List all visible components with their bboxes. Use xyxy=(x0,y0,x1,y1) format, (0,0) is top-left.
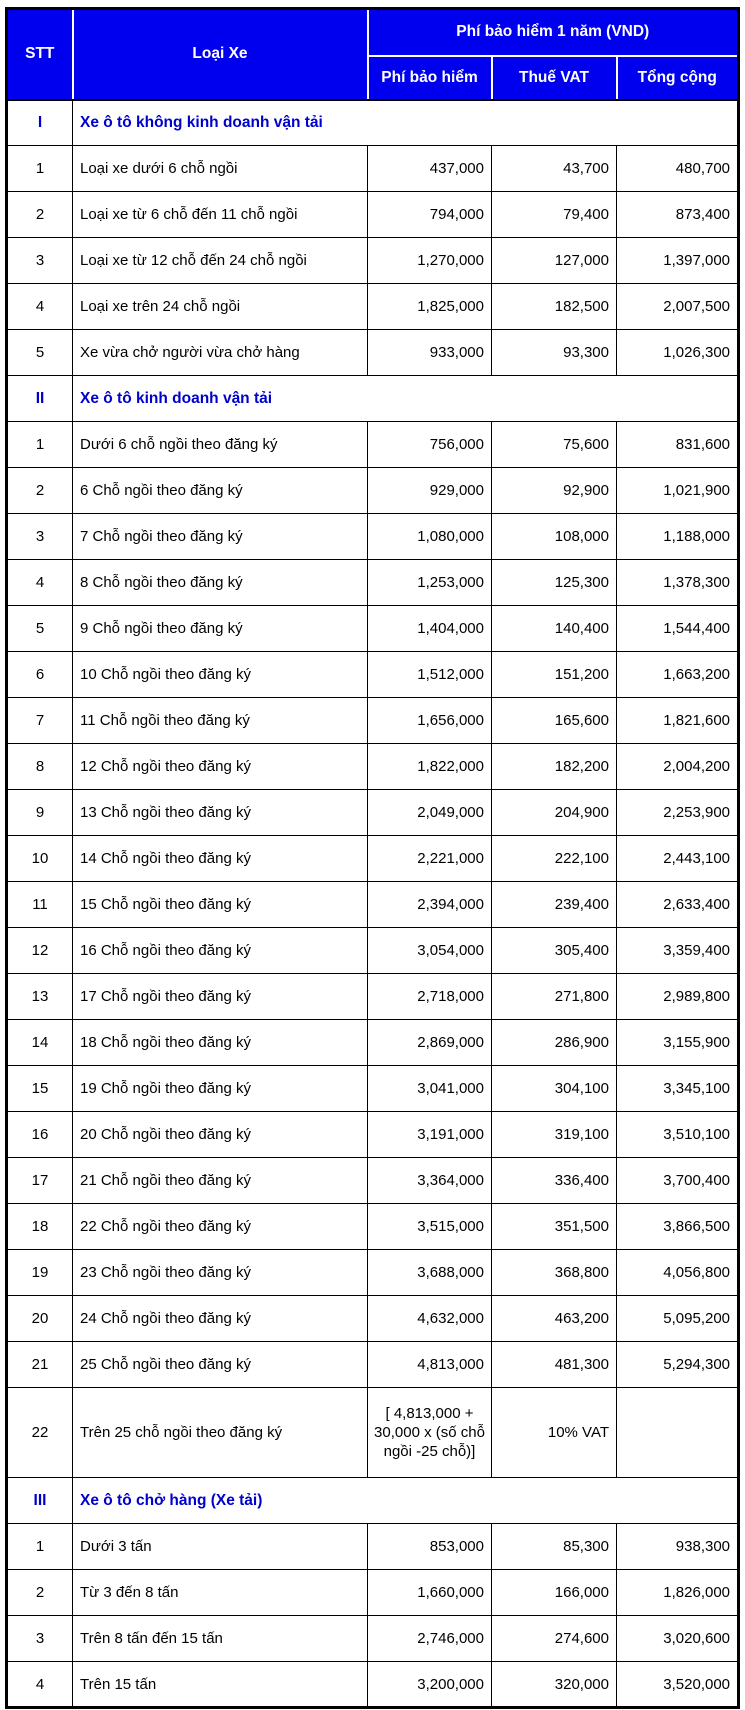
total-cell: 4,056,800 xyxy=(617,1250,739,1296)
row-stt: 13 xyxy=(7,974,73,1020)
premium-cell: 1,270,000 xyxy=(368,238,492,284)
col-header-loai-xe: Loại Xe xyxy=(73,9,368,100)
vat-cell: 125,300 xyxy=(492,560,617,606)
table-row xyxy=(7,1020,739,1066)
vat-cell: 304,100 xyxy=(492,1066,617,1112)
row-stt: 5 xyxy=(7,330,73,376)
section-stt: III xyxy=(7,1478,73,1524)
vehicle-type-cell: 15 Chỗ ngồi theo đăng ký xyxy=(73,882,368,928)
total-cell xyxy=(617,1388,739,1478)
premium-cell: 1,822,000 xyxy=(368,744,492,790)
vat-cell: 239,400 xyxy=(492,882,617,928)
section-stt: II xyxy=(7,376,73,422)
section-title: Xe ô tô chở hàng (Xe tải) xyxy=(73,1478,739,1524)
vat-cell: 182,200 xyxy=(492,744,617,790)
vehicle-type-cell: Loại xe từ 6 chỗ đến 11 chỗ ngồi xyxy=(73,192,368,238)
row-stt: 4 xyxy=(7,560,73,606)
vehicle-type-cell: 6 Chỗ ngồi theo đăng ký xyxy=(73,468,368,514)
premium-cell: 3,054,000 xyxy=(368,928,492,974)
table-row xyxy=(7,238,739,284)
premium-cell: 794,000 xyxy=(368,192,492,238)
total-cell: 1,397,000 xyxy=(617,238,739,284)
total-cell: 873,400 xyxy=(617,192,739,238)
table-row xyxy=(7,1662,739,1708)
table-row xyxy=(7,1066,739,1112)
vehicle-type-cell: 19 Chỗ ngồi theo đăng ký xyxy=(73,1066,368,1112)
col-header-group-phi-1-nam: Phí bảo hiểm 1 năm (VND) xyxy=(368,9,739,56)
total-cell: 1,021,900 xyxy=(617,468,739,514)
vat-cell: 75,600 xyxy=(492,422,617,468)
row-stt: 12 xyxy=(7,928,73,974)
total-cell: 1,821,600 xyxy=(617,698,739,744)
total-cell: 480,700 xyxy=(617,146,739,192)
premium-cell: 3,688,000 xyxy=(368,1250,492,1296)
total-cell: 2,007,500 xyxy=(617,284,739,330)
vat-cell: 222,100 xyxy=(492,836,617,882)
premium-cell: 2,221,000 xyxy=(368,836,492,882)
row-stt: 2 xyxy=(7,192,73,238)
total-cell: 3,510,100 xyxy=(617,1112,739,1158)
vat-cell: 204,900 xyxy=(492,790,617,836)
premium-cell: 3,364,000 xyxy=(368,1158,492,1204)
total-cell: 2,253,900 xyxy=(617,790,739,836)
col-header-stt: STT xyxy=(7,9,73,100)
table-row xyxy=(7,1158,739,1204)
vehicle-type-cell: 12 Chỗ ngồi theo đăng ký xyxy=(73,744,368,790)
vehicle-type-cell: 18 Chỗ ngồi theo đăng ký xyxy=(73,1020,368,1066)
table-row xyxy=(7,882,739,928)
vehicle-type-cell: Từ 3 đến 8 tấn xyxy=(73,1570,368,1616)
table-row xyxy=(7,192,739,238)
row-stt: 4 xyxy=(7,284,73,330)
vat-cell: 368,800 xyxy=(492,1250,617,1296)
vehicle-type-cell: 8 Chỗ ngồi theo đăng ký xyxy=(73,560,368,606)
vehicle-type-cell: 21 Chỗ ngồi theo đăng ký xyxy=(73,1158,368,1204)
vat-cell: 108,000 xyxy=(492,514,617,560)
vat-cell: 127,000 xyxy=(492,238,617,284)
premium-cell: 437,000 xyxy=(368,146,492,192)
premium-cell: 2,394,000 xyxy=(368,882,492,928)
row-stt: 14 xyxy=(7,1020,73,1066)
total-cell: 1,544,400 xyxy=(617,606,739,652)
total-cell: 3,520,000 xyxy=(617,1662,739,1708)
total-cell: 2,633,400 xyxy=(617,882,739,928)
section-row xyxy=(7,1478,739,1524)
total-cell: 1,188,000 xyxy=(617,514,739,560)
vat-cell: 336,400 xyxy=(492,1158,617,1204)
premium-cell: 1,656,000 xyxy=(368,698,492,744)
table-header xyxy=(7,9,739,100)
row-stt: 21 xyxy=(7,1342,73,1388)
premium-cell: 1,825,000 xyxy=(368,284,492,330)
table-row xyxy=(7,1570,739,1616)
vat-cell: 271,800 xyxy=(492,974,617,1020)
vat-cell: 93,300 xyxy=(492,330,617,376)
total-cell: 3,700,400 xyxy=(617,1158,739,1204)
table-row xyxy=(7,790,739,836)
total-cell: 1,826,000 xyxy=(617,1570,739,1616)
row-stt: 15 xyxy=(7,1066,73,1112)
row-stt: 1 xyxy=(7,1524,73,1570)
vat-cell: 79,400 xyxy=(492,192,617,238)
premium-cell: 933,000 xyxy=(368,330,492,376)
vat-cell: 165,600 xyxy=(492,698,617,744)
vat-cell: 481,300 xyxy=(492,1342,617,1388)
total-cell: 2,989,800 xyxy=(617,974,739,1020)
table-row xyxy=(7,1250,739,1296)
total-cell: 5,095,200 xyxy=(617,1296,739,1342)
total-cell: 5,294,300 xyxy=(617,1342,739,1388)
table-row xyxy=(7,606,739,652)
row-stt: 5 xyxy=(7,606,73,652)
row-stt: 20 xyxy=(7,1296,73,1342)
col-header-tong-cong: Tổng cộng xyxy=(617,56,739,100)
table-row xyxy=(7,1296,739,1342)
table-row xyxy=(7,1616,739,1662)
col-header-phi-bao-hiem: Phí bảo hiểm xyxy=(368,56,492,100)
total-cell: 1,378,300 xyxy=(617,560,739,606)
premium-cell: 2,869,000 xyxy=(368,1020,492,1066)
table-row xyxy=(7,1342,739,1388)
table-row xyxy=(7,422,739,468)
premium-cell: 4,813,000 xyxy=(368,1342,492,1388)
vehicle-type-cell: 24 Chỗ ngồi theo đăng ký xyxy=(73,1296,368,1342)
vehicle-type-cell: Trên 25 chỗ ngồi theo đăng ký xyxy=(73,1388,368,1478)
vat-cell: 351,500 xyxy=(492,1204,617,1250)
row-stt: 16 xyxy=(7,1112,73,1158)
total-cell: 3,359,400 xyxy=(617,928,739,974)
premium-cell: [ 4,813,000 + 30,000 x (số chỗ ngồi -25 chỗ)] xyxy=(368,1388,492,1478)
vehicle-type-cell: 25 Chỗ ngồi theo đăng ký xyxy=(73,1342,368,1388)
table-row xyxy=(7,284,739,330)
vehicle-type-cell: 20 Chỗ ngồi theo đăng ký xyxy=(73,1112,368,1158)
row-stt: 10 xyxy=(7,836,73,882)
row-stt: 18 xyxy=(7,1204,73,1250)
row-stt: 1 xyxy=(7,422,73,468)
table-row xyxy=(7,836,739,882)
vehicle-type-cell: 16 Chỗ ngồi theo đăng ký xyxy=(73,928,368,974)
header-row-top xyxy=(7,9,739,56)
vat-cell: 166,000 xyxy=(492,1570,617,1616)
vat-cell: 10% VAT xyxy=(492,1388,617,1478)
total-cell: 2,004,200 xyxy=(617,744,739,790)
total-cell: 2,443,100 xyxy=(617,836,739,882)
premium-cell: 3,515,000 xyxy=(368,1204,492,1250)
row-stt: 2 xyxy=(7,468,73,514)
vat-cell: 85,300 xyxy=(492,1524,617,1570)
vehicle-type-cell: 13 Chỗ ngồi theo đăng ký xyxy=(73,790,368,836)
section-title: Xe ô tô không kinh doanh vận tải xyxy=(73,100,739,146)
premium-cell: 756,000 xyxy=(368,422,492,468)
premium-cell: 1,404,000 xyxy=(368,606,492,652)
vat-cell: 286,900 xyxy=(492,1020,617,1066)
premium-cell: 3,191,000 xyxy=(368,1112,492,1158)
premium-cell: 3,041,000 xyxy=(368,1066,492,1112)
vehicle-type-cell: Trên 8 tấn đến 15 tấn xyxy=(73,1616,368,1662)
vat-cell: 140,400 xyxy=(492,606,617,652)
row-stt: 3 xyxy=(7,1616,73,1662)
vat-cell: 182,500 xyxy=(492,284,617,330)
vat-cell: 463,200 xyxy=(492,1296,617,1342)
section-stt: I xyxy=(7,100,73,146)
vehicle-type-cell: Dưới 3 tấn xyxy=(73,1524,368,1570)
total-cell: 3,345,100 xyxy=(617,1066,739,1112)
vehicle-type-cell: Dưới 6 chỗ ngồi theo đăng ký xyxy=(73,422,368,468)
total-cell: 3,866,500 xyxy=(617,1204,739,1250)
row-stt: 4 xyxy=(7,1662,73,1708)
row-stt: 19 xyxy=(7,1250,73,1296)
table-row xyxy=(7,928,739,974)
table-row xyxy=(7,652,739,698)
table-row xyxy=(7,1524,739,1570)
total-cell: 3,155,900 xyxy=(617,1020,739,1066)
premium-cell: 2,718,000 xyxy=(368,974,492,1020)
total-cell: 1,026,300 xyxy=(617,330,739,376)
col-header-thue-vat: Thuế VAT xyxy=(492,56,617,100)
table-row xyxy=(7,468,739,514)
vehicle-type-cell: 14 Chỗ ngồi theo đăng ký xyxy=(73,836,368,882)
table-row xyxy=(7,1112,739,1158)
row-stt: 3 xyxy=(7,238,73,284)
vehicle-type-cell: 17 Chỗ ngồi theo đăng ký xyxy=(73,974,368,1020)
premium-cell: 853,000 xyxy=(368,1524,492,1570)
vehicle-type-cell: 7 Chỗ ngồi theo đăng ký xyxy=(73,514,368,560)
table-row xyxy=(7,974,739,1020)
row-stt: 3 xyxy=(7,514,73,560)
table-row xyxy=(7,146,739,192)
row-stt: 22 xyxy=(7,1388,73,1478)
vehicle-type-cell: Loại xe trên 24 chỗ ngồi xyxy=(73,284,368,330)
table-row xyxy=(7,514,739,560)
vehicle-type-cell: Loại xe từ 12 chỗ đến 24 chỗ ngồi xyxy=(73,238,368,284)
vat-cell: 43,700 xyxy=(492,146,617,192)
vehicle-type-cell: 9 Chỗ ngồi theo đăng ký xyxy=(73,606,368,652)
row-stt: 9 xyxy=(7,790,73,836)
vehicle-type-cell: 23 Chỗ ngồi theo đăng ký xyxy=(73,1250,368,1296)
table-row xyxy=(7,1388,739,1478)
table-row xyxy=(7,1204,739,1250)
section-row xyxy=(7,100,739,146)
premium-cell: 1,080,000 xyxy=(368,514,492,560)
premium-cell: 2,746,000 xyxy=(368,1616,492,1662)
premium-cell: 1,512,000 xyxy=(368,652,492,698)
vat-cell: 92,900 xyxy=(492,468,617,514)
vat-cell: 320,000 xyxy=(492,1662,617,1708)
row-stt: 1 xyxy=(7,146,73,192)
vehicle-type-cell: 11 Chỗ ngồi theo đăng ký xyxy=(73,698,368,744)
premium-cell: 929,000 xyxy=(368,468,492,514)
premium-cell: 1,253,000 xyxy=(368,560,492,606)
premium-cell: 4,632,000 xyxy=(368,1296,492,1342)
section-row xyxy=(7,376,739,422)
total-cell: 1,663,200 xyxy=(617,652,739,698)
table-row xyxy=(7,330,739,376)
insurance-fee-table xyxy=(5,7,740,1709)
row-stt: 2 xyxy=(7,1570,73,1616)
row-stt: 6 xyxy=(7,652,73,698)
table-row xyxy=(7,560,739,606)
total-cell: 938,300 xyxy=(617,1524,739,1570)
table-body xyxy=(7,100,739,1708)
premium-cell: 1,660,000 xyxy=(368,1570,492,1616)
vehicle-type-cell: Xe vừa chở người vừa chở hàng xyxy=(73,330,368,376)
vehicle-type-cell: Loại xe dưới 6 chỗ ngồi xyxy=(73,146,368,192)
row-stt: 8 xyxy=(7,744,73,790)
vat-cell: 151,200 xyxy=(492,652,617,698)
table-row xyxy=(7,744,739,790)
premium-cell: 2,049,000 xyxy=(368,790,492,836)
vehicle-type-cell: 22 Chỗ ngồi theo đăng ký xyxy=(73,1204,368,1250)
vat-cell: 319,100 xyxy=(492,1112,617,1158)
total-cell: 3,020,600 xyxy=(617,1616,739,1662)
section-title: Xe ô tô kinh doanh vận tải xyxy=(73,376,739,422)
vat-cell: 274,600 xyxy=(492,1616,617,1662)
vehicle-type-cell: Trên 15 tấn xyxy=(73,1662,368,1708)
row-stt: 11 xyxy=(7,882,73,928)
premium-cell: 3,200,000 xyxy=(368,1662,492,1708)
total-cell: 831,600 xyxy=(617,422,739,468)
row-stt: 17 xyxy=(7,1158,73,1204)
vehicle-type-cell: 10 Chỗ ngồi theo đăng ký xyxy=(73,652,368,698)
row-stt: 7 xyxy=(7,698,73,744)
table-row xyxy=(7,698,739,744)
vat-cell: 305,400 xyxy=(492,928,617,974)
